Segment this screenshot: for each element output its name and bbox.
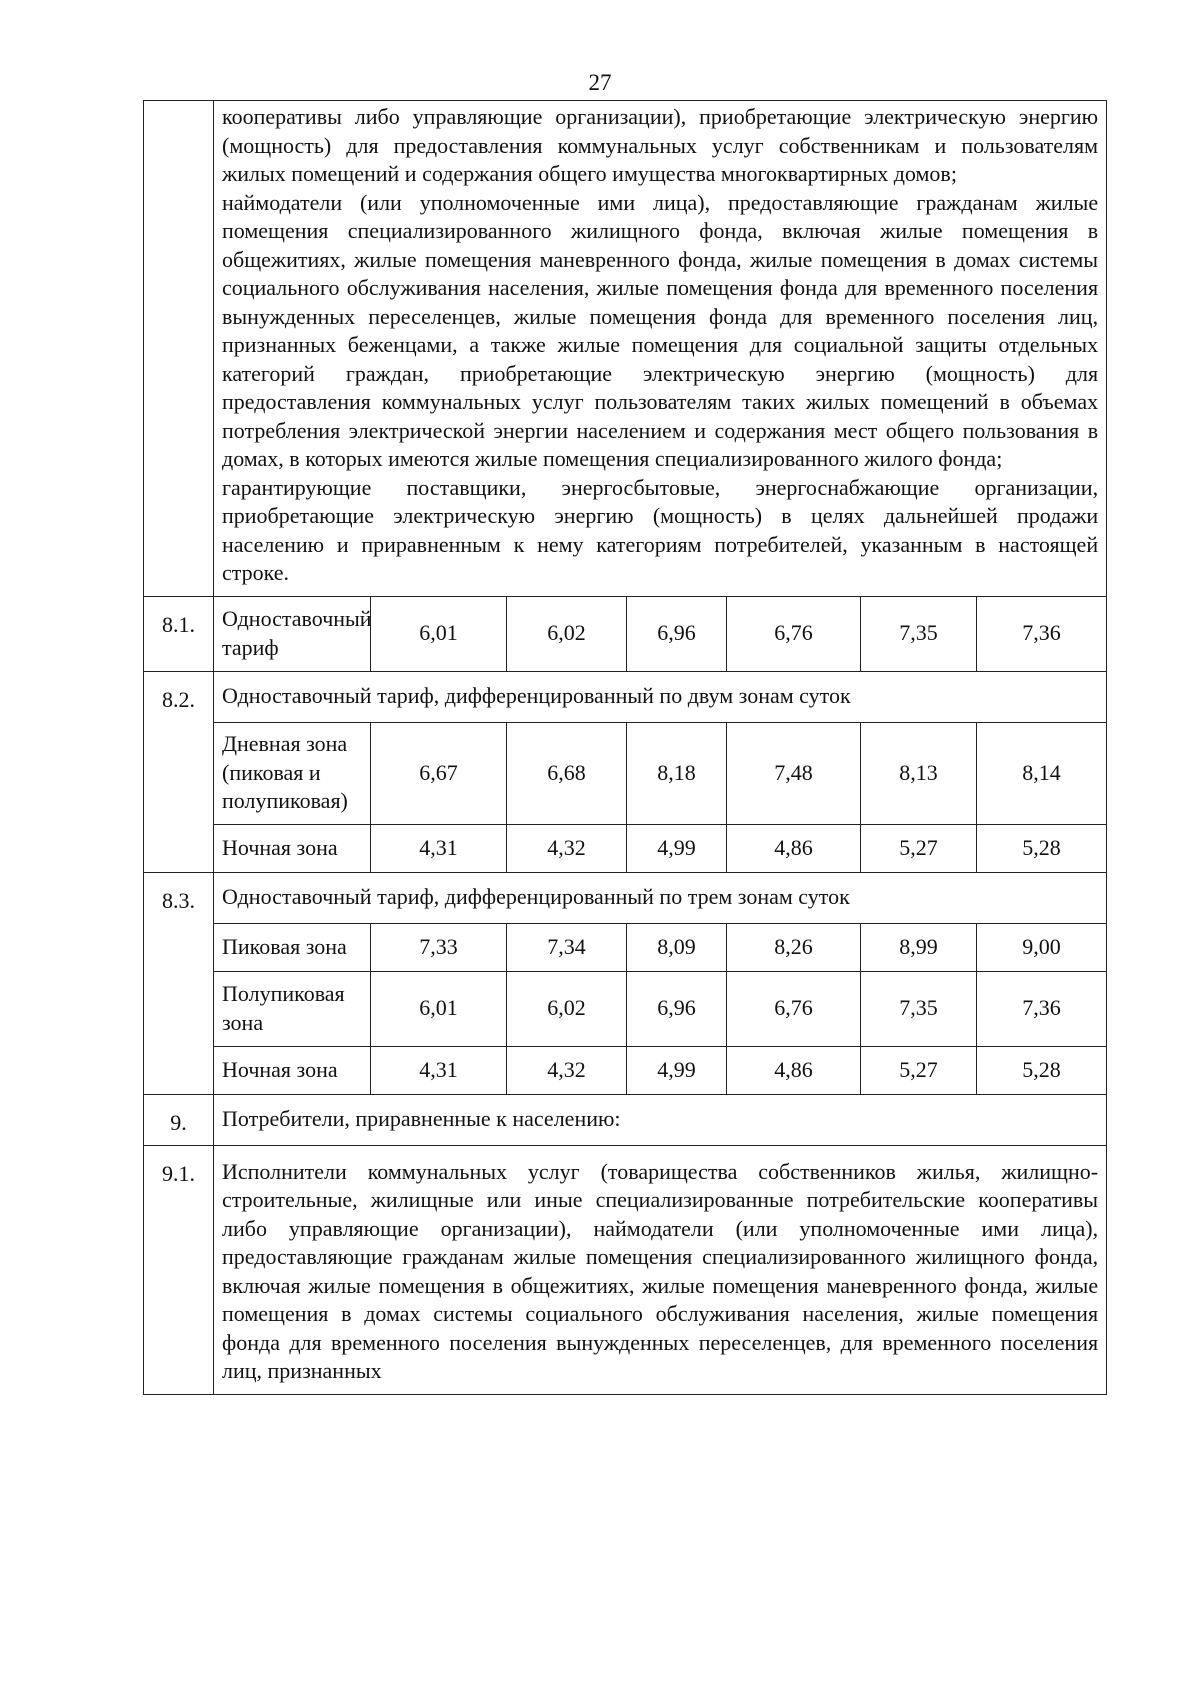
paragraph: гарантирующие поставщики, энергосбытовые, энергоснабжающие организации, приобретающие электрическую энергию (мощность) в целях дальнейшей продажи населению и приравненным к нему категориям потребителей, указанным в настоящей строке.: [222, 474, 1099, 585]
value-cell: 7,35: [861, 596, 977, 671]
row-number: 8.1.: [144, 596, 214, 671]
row-number: 8.2.: [144, 671, 214, 872]
table-row-peak-zone: [144, 923, 1107, 971]
value-cell: 6,96: [627, 971, 727, 1046]
value-cell: 5,28: [977, 1046, 1107, 1094]
row-title: Одноставочный тариф, дифференцированный по трем зонам суток: [214, 872, 1107, 923]
value-cell: 4,99: [627, 1046, 727, 1094]
row-number: 8.3.: [144, 872, 214, 1094]
value-cell: 7,35: [861, 971, 977, 1046]
value-cell: 8,18: [627, 722, 727, 824]
value-cell: 7,33: [371, 923, 507, 971]
value-cell: 9,00: [977, 923, 1107, 971]
value-cell: 7,34: [507, 923, 627, 971]
value-cell: 8,14: [977, 722, 1107, 824]
page-number: 27: [588, 70, 612, 95]
value-cell: 4,32: [507, 824, 627, 872]
value-cell: 6,02: [507, 971, 627, 1046]
value-cell: 6,67: [371, 722, 507, 824]
value-cell: 8,26: [727, 923, 861, 971]
value-cell: 4,32: [507, 1046, 627, 1094]
tariff-table: [143, 100, 1107, 1395]
continued-text-cell: [214, 101, 1107, 597]
value-cell: 6,68: [507, 722, 627, 824]
value-cell: 7,36: [977, 971, 1107, 1046]
value-cell: 5,27: [861, 1046, 977, 1094]
row-title: Одноставочный тариф, дифференцированный по двум зонам суток: [214, 671, 1107, 722]
table-row-night-zone: [144, 1046, 1107, 1094]
value-cell: 7,36: [977, 596, 1107, 671]
row-label: Ночная зона: [214, 824, 371, 872]
value-cell: 4,31: [371, 1046, 507, 1094]
table-row-8-3: [144, 872, 1107, 923]
value-cell: 6,01: [371, 596, 507, 671]
table-row-8-1: [144, 596, 1107, 671]
value-cell: 4,99: [627, 824, 727, 872]
paragraph: наймодатели (или уполномоченные ими лица), предоставляющие гражданам жилые помещения специализированного жилищного фонда, включая жилые помещения в общежитиях, жилые помещения маневренного фонда, жилые помещения в домах системы социального обслуживания населения, жилые помещения фонда для временного поселения вынужденных переселенцев, жилые помещения фонда для временного поселения лиц, признанных беженцами, а также жилые помещения для социальной защиты отдельных категорий граждан, приобретающие электрическую энергию (мощность) для предоставления коммунальных услуг пользователям таких жилых помещений в объемах потребления электрической энергии населением и содержания мест общего пользования в домах, в которых имеются жилые помещения специализированного жилого фонда;: [222, 189, 1099, 471]
table-row-continued: [144, 101, 1107, 597]
table-row-day-zone: [144, 722, 1107, 824]
table-row-9-1: [144, 1145, 1107, 1394]
row-label: Пиковая зона: [214, 923, 371, 971]
value-cell: 6,76: [727, 596, 861, 671]
value-cell: 5,28: [977, 824, 1107, 872]
paragraph: кооперативы либо управляющие организации), приобретающие электрическую энергию (мощность) для предоставления коммунальных услуг собственникам и пользователям жилых помещений и содержания общего имущества многоквартирных домов;: [222, 104, 1099, 186]
value-cell: 4,86: [727, 824, 861, 872]
value-cell: 6,96: [627, 596, 727, 671]
row-label: Дневная зона (пиковая и полупиковая): [214, 722, 371, 824]
value-cell: 8,09: [627, 923, 727, 971]
row-number-cell: [144, 101, 214, 597]
value-cell: 5,27: [861, 824, 977, 872]
table-row-night-zone: [144, 824, 1107, 872]
table-row-semi-peak-zone: [144, 971, 1107, 1046]
value-cell: 8,99: [861, 923, 977, 971]
table-row-9: [144, 1094, 1107, 1145]
value-cell: 6,76: [727, 971, 861, 1046]
value-cell: 4,86: [727, 1046, 861, 1094]
value-cell: 7,48: [727, 722, 861, 824]
paragraph: Исполнители коммунальных услуг (товарищества собственников жилья, жилищно-строительные, жилищные или иные специализированные потребительские кооперативы либо управляющие организации), наймодатели (или уполномоченные ими лица), предоставляющие гражданам жилые помещения специализированного жилищного фонда, включая жилые помещения в общежитиях, жилые помещения маневренного фонда, жилые помещения в домах системы социального обслуживания населения, жилые помещения фонда для временного поселения вынужденных переселенцев, для временного поселения лиц, признанных: [222, 1158, 1099, 1383]
row-text-cell: [214, 1145, 1107, 1394]
value-cell: 4,31: [371, 824, 507, 872]
row-number: 9.: [144, 1094, 214, 1145]
value-cell: 8,13: [861, 722, 977, 824]
row-label: Одноставочный тариф: [214, 596, 371, 671]
row-label: Ночная зона: [214, 1046, 371, 1094]
value-cell: 6,02: [507, 596, 627, 671]
table-row-8-2: [144, 671, 1107, 722]
row-title: Потребители, приравненные к населению:: [214, 1094, 1107, 1145]
row-number: 9.1.: [144, 1145, 214, 1394]
row-label: Полупиковая зона: [214, 971, 371, 1046]
value-cell: 6,01: [371, 971, 507, 1046]
